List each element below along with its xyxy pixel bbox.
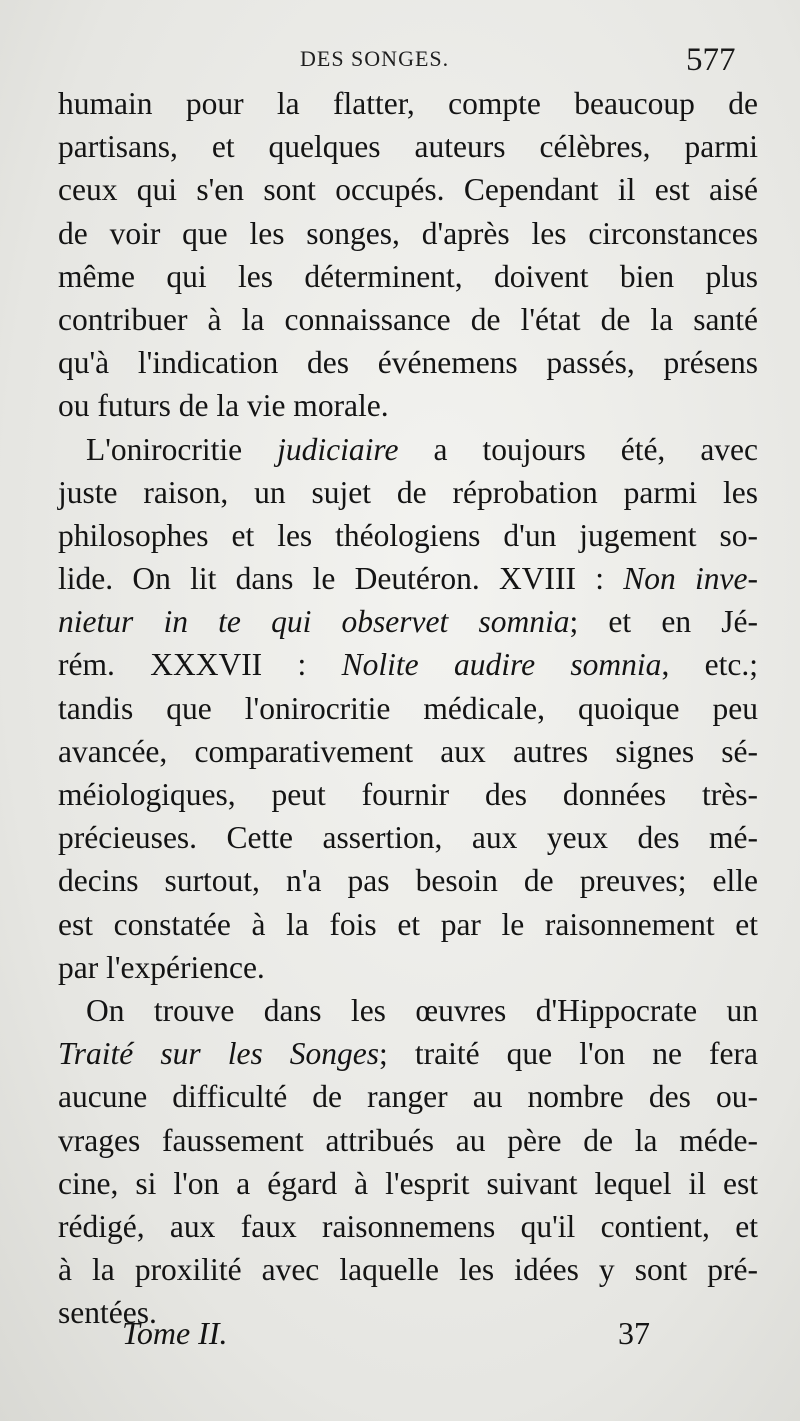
text-line <box>58 643 758 686</box>
text-line <box>58 989 758 1032</box>
body-text <box>58 82 758 1334</box>
text-line <box>58 428 758 471</box>
text-line <box>58 82 758 125</box>
text-run: vrages faussement attribués au père de la méde- <box>58 1122 758 1158</box>
text-run: avancée, comparativement aux autres signes sé- <box>58 733 758 769</box>
text-run: lide. On lit dans le Deutéron. XVIII : <box>58 561 624 597</box>
text-line <box>58 687 758 730</box>
text-run: L'onirocritie <box>86 431 278 467</box>
text-run: même qui les déterminent, doivent bien plus <box>58 258 758 294</box>
text-run: On trouve dans les œuvres d'Hippocrate un <box>86 992 758 1028</box>
text-line <box>58 514 758 557</box>
text-run: à la proxilité avec laquelle les idées y sont pré- <box>58 1252 758 1288</box>
text-run: rém. XXXVII : <box>58 647 342 683</box>
text-run: par l'expérience. <box>58 949 265 985</box>
text-run: contribuer à la connaissance de l'état de la santé <box>58 301 758 337</box>
signature-tome: Tome II. <box>122 1315 228 1351</box>
text-run: humain pour la flatter, compte beaucoup de <box>58 86 758 121</box>
text-line <box>58 1162 758 1205</box>
text-run: a toujours été, avec <box>398 431 759 467</box>
text-line <box>58 557 758 600</box>
italic-text: judiciaire <box>277 431 399 467</box>
text-run: , etc.; <box>661 647 759 683</box>
signature-number: 37 <box>618 1315 650 1351</box>
text-line <box>58 212 758 255</box>
text-run: tandis que l'onirocritie médicale, quoique peu <box>58 690 758 726</box>
text-run: méiologiques, peut fournir des données très- <box>58 777 758 812</box>
text-run: qu'à l'indication des événemens passés, présens <box>58 345 758 381</box>
text-line <box>58 298 758 341</box>
page-header <box>0 28 800 88</box>
text-line <box>58 1032 758 1075</box>
text-run: sentées. <box>58 1295 157 1331</box>
text-run: ; et en Jé- <box>569 604 758 640</box>
text-run: aucune difficulté de ranger au nombre des ou- <box>58 1079 758 1115</box>
text-run: decins surtout, n'a pas besoin de preuves; elle <box>58 863 758 899</box>
text-run: ou futurs de la vie morale. <box>58 388 389 424</box>
text-run: ceux qui s'en sont occupés. Cependant il est aisé <box>58 172 758 208</box>
text-line <box>58 255 758 298</box>
text-line <box>58 1248 758 1291</box>
running-head: DES SONGES. <box>300 46 450 71</box>
text-line <box>58 903 758 946</box>
text-line <box>58 946 758 989</box>
text-line <box>58 125 758 168</box>
text-line <box>58 384 758 427</box>
text-run: partisans, et quelques auteurs célèbres, parmi <box>58 129 758 165</box>
text-run: cine, si l'on a égard à l'esprit suivant lequel il est <box>58 1165 758 1201</box>
text-line <box>58 773 758 816</box>
text-run: ; traité que l'on ne fera <box>379 1036 758 1072</box>
page-footer <box>0 1315 800 1375</box>
text-line <box>58 1205 758 1248</box>
text-run: juste raison, un sujet de réprobation parmi les <box>58 474 758 510</box>
text-line <box>58 730 758 773</box>
text-line <box>58 859 758 902</box>
text-run: est constatée à la fois et par le raisonnement et <box>58 906 758 942</box>
text-line <box>58 168 758 211</box>
italic-text: Nolite audire somnia <box>341 647 662 683</box>
text-line <box>58 341 758 384</box>
text-line <box>58 1119 758 1162</box>
page-number: 577 <box>686 42 736 78</box>
italic-text: Traité sur les Songes <box>58 1036 380 1072</box>
text-run: précieuses. Cette assertion, aux yeux des mé- <box>58 820 758 856</box>
text-line <box>58 1075 758 1118</box>
italic-text: Non inve- <box>623 561 758 597</box>
text-line <box>58 471 758 514</box>
text-run: rédigé, aux faux raisonnemens qu'il contient, et <box>58 1208 758 1244</box>
text-run: de voir que les songes, d'après les circonstances <box>58 215 758 251</box>
text-run: philosophes et les théologiens d'un jugement so- <box>58 517 758 553</box>
text-line <box>58 816 758 859</box>
text-line <box>58 600 758 643</box>
italic-text: nietur in te qui observet somnia <box>58 604 570 640</box>
